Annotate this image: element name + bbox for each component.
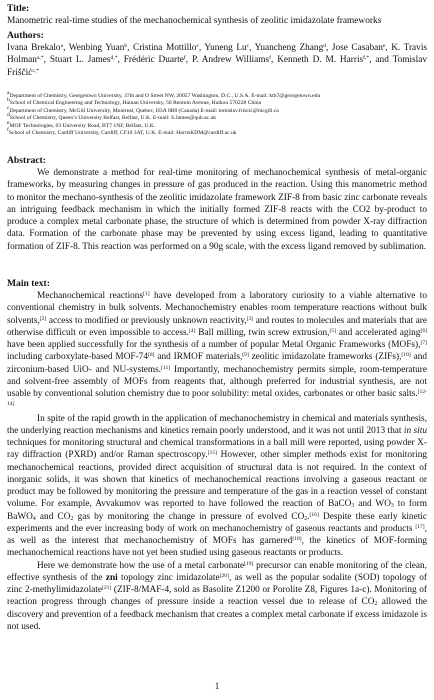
paper-title: Manometric real-time studies of the mechanochemical synthesis of zeolitic imidazolate frameworks [7, 16, 382, 26]
author-affiliation-marker: c,* [32, 67, 39, 74]
subscript: 3 [390, 503, 394, 510]
author-affiliation-marker: d,* [110, 55, 118, 62]
author-name: Stuart L. James [49, 55, 111, 66]
author-name: Frédéric Duarte [123, 55, 184, 66]
author-name: Yuneng Lu [204, 43, 247, 53]
text-run: In spite of the rapid growth in the application of mechanochemistry in chemical and materials synthesis, the underlying reaction mechanisms and kinetics remain poorly understood, and it was not until 2013 that [7, 413, 427, 436]
citation-ref: [16] [309, 511, 319, 518]
affiliation-marker: d [7, 112, 10, 119]
text-run: and WO [354, 499, 391, 510]
text-run: . [307, 511, 310, 522]
affiliation-text: School of Chemical Engineering and Technology, Hainan University, 58 Renmin Avenue, Haikou 570228 China [9, 100, 262, 107]
citation-ref: [11] [161, 364, 171, 371]
text-run: and accelerated aging [336, 327, 421, 338]
affiliation-text: School of Chemistry, Cardiff University, Cardiff, CF10 3AT, U.K. E-mail: HarrisKDM@cardiff.ac.uk [8, 130, 237, 137]
affiliation-text: MOF Technologies, 63 University Road, BT7 1NF, Belfast, U.K. [9, 122, 156, 129]
text-run: Here we demonstrate how the use of a metal carbonate [37, 560, 245, 571]
main-text-label: Main text: [7, 278, 50, 289]
citation-ref: [7] [420, 340, 427, 346]
text-run: have been applied successfully for the synthesis of a number of popular Metal Organic Frameworks (MOFs), [7, 340, 421, 350]
text-run: access to modified or previously unknown reactivity, [46, 315, 247, 326]
citation-ref: [9] [242, 352, 249, 359]
authors-section [7, 30, 427, 79]
affiliation-marker: f [7, 127, 9, 134]
citation-ref: [6] [420, 327, 427, 334]
citation-ref: [20] [219, 572, 229, 579]
main-text-section [7, 278, 427, 633]
citation-ref: [8] [147, 352, 155, 359]
text-run: However, other simpler methods exist for monitoring mechanochemical reactions, provided direct acquisition of structural data is not required. In the context of inorganic solids, it was shown that kinetics of mechanochemical reactions involving a gaseous reactant or product may be followed by monitoring the pressure and temperature of the gas in a reaction vessel of constant volume. For example, Avvakumov was reported to have followed the reaction of BaCO [7, 450, 427, 510]
citation-ref: [18] [292, 536, 302, 542]
author-affiliation-marker: d [323, 43, 327, 49]
author-affiliation-marker: f,* [363, 55, 370, 62]
affiliation-line [7, 112, 427, 122]
text-run: to form BaWO [7, 499, 427, 522]
text-run: Ball milling, twin screw extrusion, [195, 327, 330, 338]
author-name: K. Travis Holman [7, 43, 428, 66]
affiliation-line [7, 97, 427, 107]
text-run: (ZIF-8/MAF-4, sold as Basolite Z1200 or Porolite Z8, Figures 1a-c). Monitoring of reaction progress through changes of pressure inside a reaction vessel due to release of CO [7, 585, 428, 608]
paragraph-3 [7, 560, 427, 634]
citation-ref: [12-14] [7, 389, 427, 408]
text-run: topology zinc imidazolate [117, 572, 220, 583]
subscript: 4 [32, 515, 36, 522]
text-run: gas by monitoring the change in pressure of evolved CO [73, 511, 305, 522]
text-run: and IRMOF materials, [154, 352, 243, 363]
author-name: Yuancheng Zhang [254, 43, 324, 53]
citation-ref: [19] [244, 560, 254, 567]
affiliation-marker: e [7, 119, 10, 126]
citation-ref: [1] [143, 291, 150, 297]
author-name: Tomislav Friščić [7, 55, 428, 78]
affiliation-marker: b [7, 97, 10, 104]
subscript: 2 [304, 515, 308, 522]
citation-ref: [5] [329, 327, 337, 334]
author-name: Ivana Brekalo [7, 43, 61, 53]
title-section [7, 3, 427, 27]
citation-ref: [4] [188, 327, 196, 334]
text-run: Importantly, mechanochemistry permits simple, room-temperature and solvent-free assembly of MOFs from reagents that, although preferred for industrial synthesis, are not usable by conventional solution chemistry due to poor solubility: metal oxides, carbonates or other basic salts. [7, 364, 427, 399]
text-run: zeolitic imidazolate frameworks (ZIFs), [248, 352, 402, 363]
author-name: Cristina Mottillo [133, 43, 197, 53]
author-affiliation-marker: f [269, 55, 271, 62]
text-run: and zirconium-based UiO- and NU-systems. [7, 352, 427, 375]
author-affiliation-marker: a [60, 43, 64, 49]
affiliation-text: Department of Chemistry, Georgetown University, 37th and O Street NW, 20057 Washington, D.C., U.S.A. E-mail: kth7@georgetown.edu [9, 93, 321, 99]
text-run: techniques for monitoring structural and chemical transformations in a ball mill were reported, using powder X-ray diffraction (PXRD) and/or Raman spectroscopy. [7, 438, 427, 461]
author-affiliation-marker: c [246, 43, 250, 49]
subscript: 2 [374, 601, 378, 608]
text-run: in situ [403, 425, 427, 436]
text-run: and routes to molecules and materials that are otherwise difficult or even impossible to access. [7, 315, 427, 338]
author-affiliation-marker: a,* [36, 55, 44, 62]
affiliation-marker: a [7, 90, 10, 96]
text-run: Despite these early kinetic experiments and the ever increasing body of work on mechanochemistry of gaseous reactants and products [7, 511, 427, 534]
paragraph-2 [7, 413, 427, 560]
text-run: and CO [35, 511, 71, 522]
citation-ref: [17] [415, 523, 425, 530]
author-affiliation-marker: c [196, 43, 199, 49]
author-affiliation-marker: e [382, 43, 386, 49]
author-list: Ivana Brekalo$^a$, Wenbing Yuan$^b$, Cristina Mottillo$^c$, Yuneng Lu$^c$, Yuancheng Zhang$^d$, Jose Casaban$^e$, K. Travis Holman$^{a,*}$, Stuart L. James$^{d,*}$, Frédéric Duarte$^f$, P. Andrew Williams$^f$, Kenneth D. M. Harris$^{f,*}$, and Tomislav Friščić$^{c,*}$ [7, 43, 428, 78]
main-text-body [7, 290, 427, 633]
text-run: Mechanochemical reactions [37, 291, 144, 301]
paragraph-1 [7, 290, 427, 413]
citation-ref: [15] [207, 450, 217, 457]
affiliation-marker: c [7, 104, 10, 111]
author-name: Kenneth D. M. Harris [277, 55, 364, 66]
author-affiliation-marker: f [183, 55, 186, 62]
authors-label: Authors: [7, 30, 44, 41]
author-name: Jose Casaban [331, 43, 383, 53]
text-run: , as well as the interest that mechanochemistry of MOFs has garnered [7, 523, 427, 546]
title-label: Title: [7, 3, 30, 14]
author-affiliation-marker: b [124, 43, 128, 49]
subscript: 2 [70, 515, 74, 522]
affiliation-line [7, 127, 427, 137]
abstract-label: Abstract: [7, 155, 46, 166]
text-run: , as well as the popular sodalite (SOD) topology of zinc 2-methylimidazolate [7, 572, 427, 595]
page-number: 1 [214, 681, 220, 691]
abstract-section [7, 155, 427, 253]
citation-ref: [21] [102, 585, 112, 591]
text-run: including carboxylate-based MOF-74 [7, 352, 148, 363]
text-run: have developed from a laboratory curiosity to a viable alternative to conventional chemistry in bulk solvents. Mechanochemistry enables room temperature reactions without bulk solvents, [7, 291, 427, 326]
text-run: precursor can enable monitoring of the clean, effective synthesis of the [7, 560, 427, 583]
citation-ref: [2] [39, 315, 47, 322]
author-name: Wenbing Yuan [68, 43, 125, 53]
abstract-body [7, 167, 427, 253]
text-run: , the kinetics of MOF-forming mechanochemical reactions have not yet been studied using gaseous reactants or products. [7, 536, 427, 559]
subscript: 3 [351, 503, 355, 510]
abstract-text: We demonstrate a method for real-time monitoring of mechanochemical synthesis of metal-organic frameworks, by measuring changes in pressure of gas produced in the reaction. Using this manometric method to monitor the mechano-synthesis of the zeolitic imidazolate framework ZIF-8 from basic zinc carbonate reveals an intriguing feedback mechanism in which the initially formed ZIF-8 reacts with the CO2 by-product to produce a complex metal carbonate phase, the structure of which is determined from powder X-ray diffraction data. Formation of the carbonate phase may be prevented by using excess ligand, leading to quantitative formation of ZIF-8. This reaction was performed on a 90g scale, with the excess ligand removed by sublimation. [7, 168, 427, 252]
author-name: P. Andrew Williams [191, 55, 270, 66]
text-run: zni [105, 572, 118, 583]
citation-ref: [10] [401, 352, 411, 359]
affiliation-line [7, 119, 427, 130]
affiliation-list [7, 90, 427, 137]
affiliation-text: School of Chemistry, Queen’s University Belfast, Belfast, U.K. E-mail: S.James@qub.ac.uk [9, 115, 217, 122]
citation-ref: [3] [246, 315, 254, 322]
affiliation-text: Department of Chemistry, McGill University, Montreal, Quebec, H3A 0B8 (Canada) E-mail: tomislav.friscic@mcgill.ca [9, 107, 279, 114]
text-run: allowed the discovery and prevention of a feedback mechanism that creates a complex metal carbonate if excess imidazole is not used. [7, 597, 428, 632]
